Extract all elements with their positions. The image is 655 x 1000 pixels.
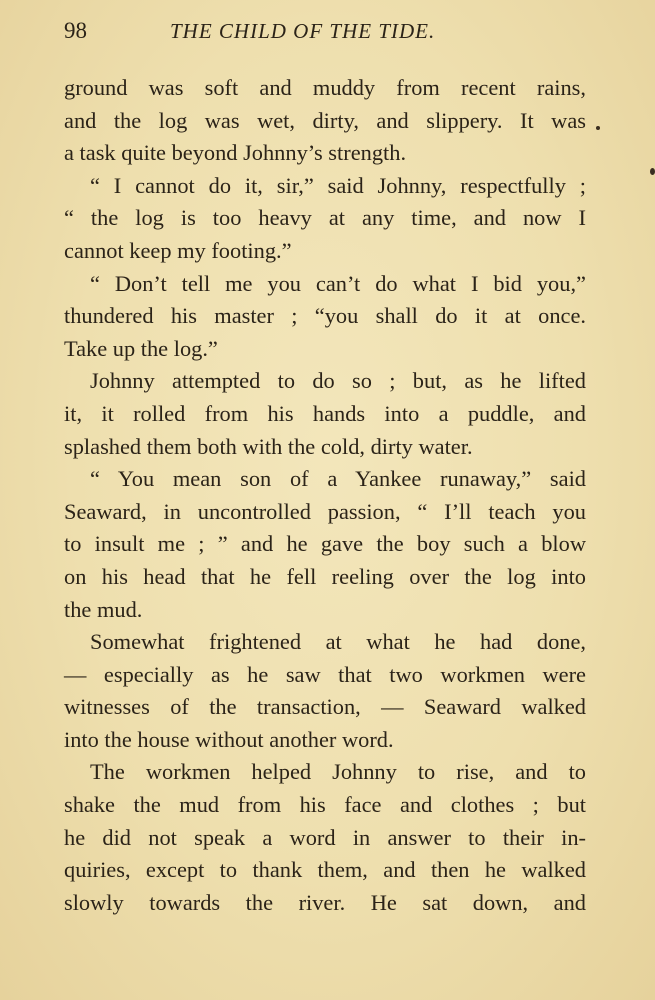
text-line: “ Don’t tell me you can’t do what I bid you,” [90, 270, 586, 296]
body-text [64, 72, 586, 919]
text-line: Johnny attempted to do so ; but, as he lifted [90, 368, 586, 394]
text-line: it, it rolled from his hands into a puddle, and [64, 400, 586, 426]
print-speck [596, 126, 600, 130]
paragraph [64, 365, 586, 463]
text-line: the mud. [64, 596, 143, 622]
text-line: “ the log is too heavy at any time, and now I [64, 205, 586, 231]
text-line: witnesses of the transaction, — Seaward walked [64, 694, 586, 720]
text-line: Take up the log.” [64, 335, 218, 361]
text-line: he did not speak a word in answer to their in- [64, 824, 586, 850]
paragraph [64, 463, 586, 626]
text-line: and the log was wet, dirty, and slippery. It was [64, 107, 586, 133]
paragraph [64, 170, 586, 268]
paragraph [64, 756, 586, 919]
paragraph [64, 626, 586, 756]
text-line: cannot keep my footing.” [64, 237, 292, 263]
text-line: to insult me ; ” and he gave the boy such a blow [64, 531, 586, 557]
text-line: ground was soft and muddy from recent rains, [64, 75, 586, 100]
text-line: on his head that he fell reeling over the log into [64, 563, 586, 589]
text-line: Somewhat frightened at what he had done, [90, 629, 586, 655]
text-line: “ I cannot do it, sir,” said Johnny, respectfully ; [90, 172, 586, 198]
text-line: into the house without another word. [64, 726, 394, 752]
text-line: shake the mud from his face and clothes ; but [64, 792, 586, 818]
running-head: THE CHILD OF THE TIDE. [170, 19, 436, 43]
page-header [64, 18, 584, 54]
text-line: “ You mean son of a Yankee runaway,” said [90, 466, 586, 492]
text-line: Seaward, in uncontrolled passion, “ I’ll teach you [64, 498, 586, 524]
text-line: quiries, except to thank them, and then he walked [64, 857, 586, 883]
page-number: 98 [64, 18, 87, 43]
text-line: thundered his master ; “you shall do it at once. [64, 303, 586, 329]
paragraph [64, 268, 586, 366]
text-line: slowly towards the river. He sat down, and [64, 889, 586, 915]
print-speck [650, 168, 655, 175]
paragraph [64, 72, 586, 170]
text-line: a task quite beyond Johnny’s strength. [64, 140, 407, 166]
text-line: — especially as he saw that two workmen were [64, 661, 586, 687]
text-line: splashed them both with the cold, dirty water. [64, 433, 473, 459]
text-line: The workmen helped Johnny to rise, and to [90, 759, 586, 785]
